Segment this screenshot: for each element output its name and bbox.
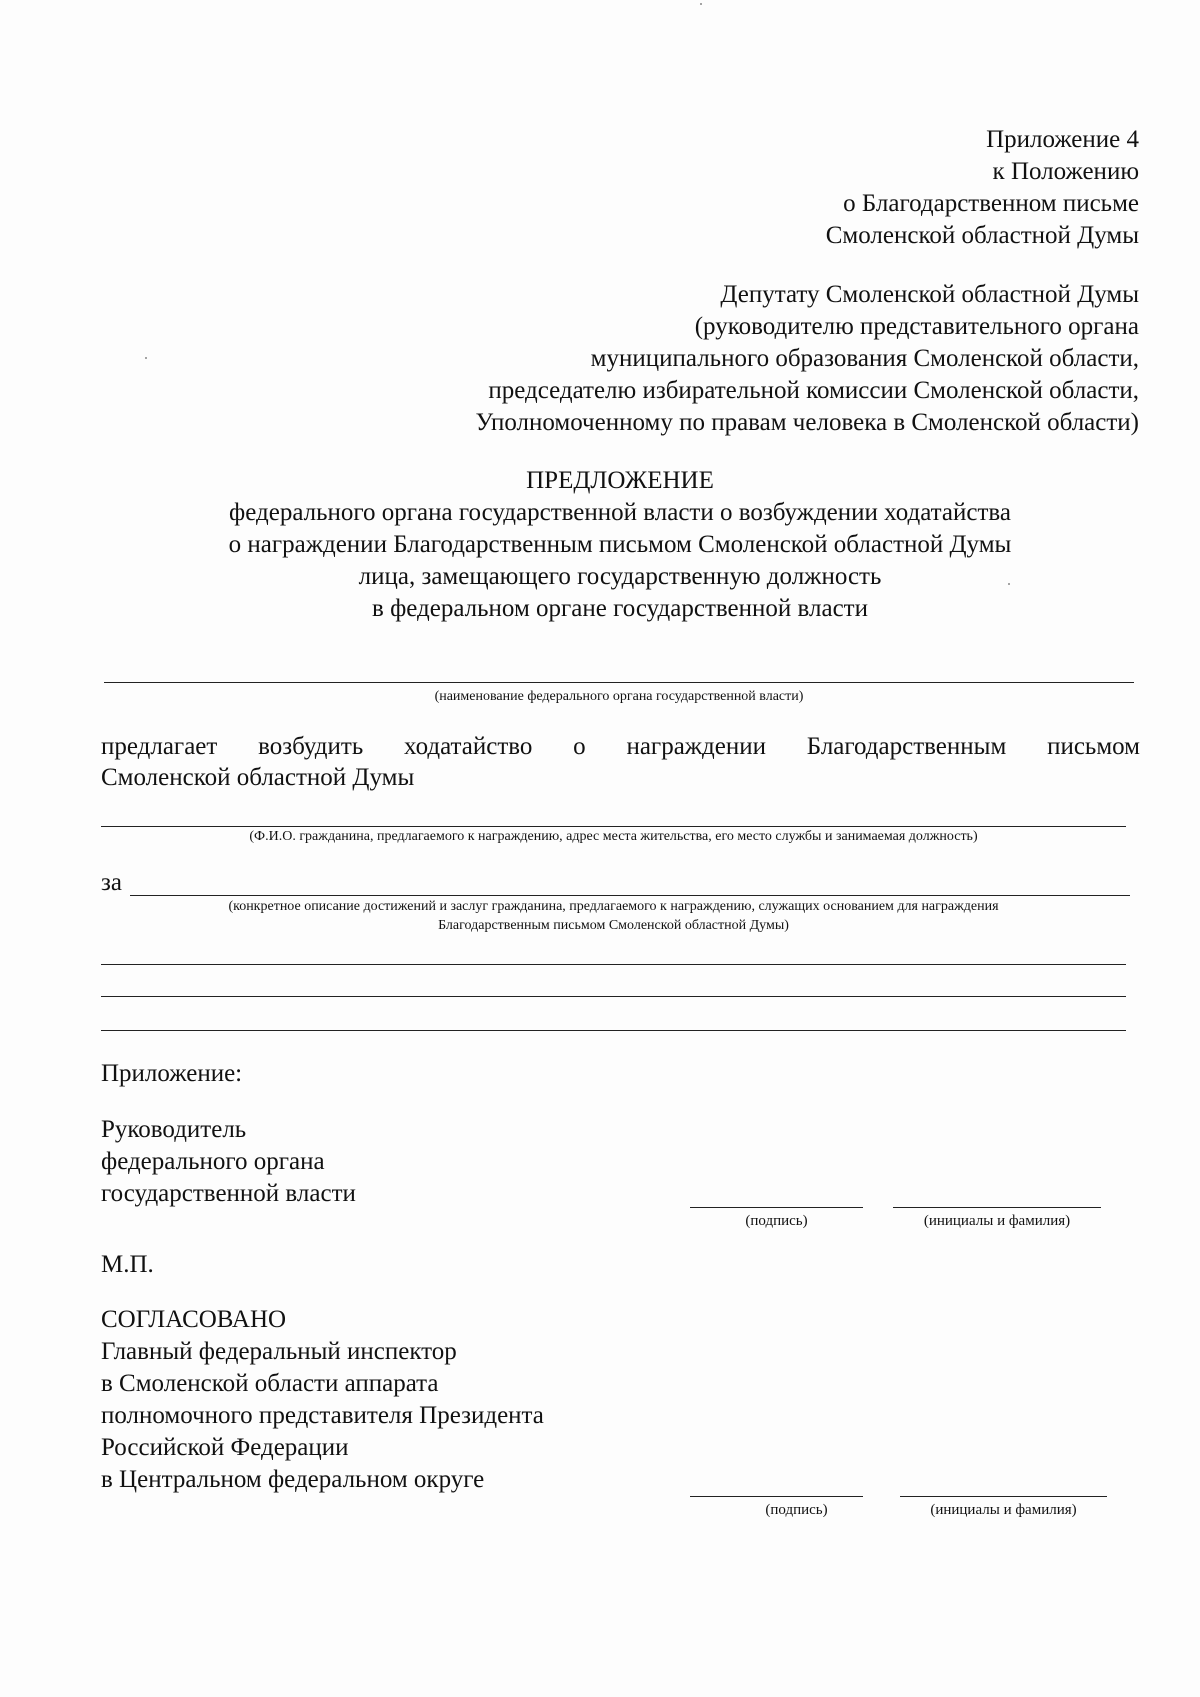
- addressee-line: (руководителю представительного органа: [694, 313, 1139, 340]
- merits-caption-line2: Благодарственным письмом Смоленской областной Думы): [438, 918, 789, 933]
- addressee-block: [475, 279, 1139, 439]
- title-line: о награждении Благодарственным письмом Смоленской областной Думы: [228, 531, 1012, 558]
- za-label: за: [101, 869, 122, 896]
- addressee-line: председателю избирательной комиссии Смоленской области,: [488, 377, 1139, 404]
- appendix-header-line: Смоленской областной Думы: [825, 222, 1139, 249]
- proposal-paragraph: [101, 731, 1140, 793]
- approval-line: Российской Федерации: [101, 1434, 349, 1461]
- approval-line: Главный федеральный инспектор: [101, 1338, 457, 1365]
- head-signature-line[interactable]: [690, 1207, 863, 1208]
- addressee-line: муниципального образования Смоленской области,: [590, 345, 1139, 372]
- organ-name-caption: (наименование федерального органа государственной власти): [434, 689, 804, 704]
- person-info-line[interactable]: [101, 826, 1126, 827]
- document-title: [110, 465, 1130, 625]
- person-info-caption: (Ф.И.О. гражданина, предлагаемого к награждению, адрес места жительства, его место службы и занимаемая должность): [249, 829, 978, 844]
- title-line: лица, замещающего государственную должность: [358, 563, 882, 590]
- head-title-line: государственной власти: [101, 1180, 356, 1207]
- title-line: в федеральном органе государственной власти: [372, 595, 868, 622]
- organ-name-line[interactable]: [104, 682, 1134, 683]
- title-line: федерального органа государственной власти о возбуждении ходатайства: [229, 499, 1011, 526]
- proposal-line: Смоленской областной Думы: [101, 764, 415, 791]
- appendix-header: [826, 124, 1139, 252]
- merits-line[interactable]: [130, 895, 1130, 896]
- approval-name-caption: (инициалы и фамилия): [930, 1502, 1077, 1518]
- merits-extra-line[interactable]: [101, 964, 1126, 965]
- title-heading: ПРЕДЛОЖЕНИЕ: [526, 467, 714, 494]
- approval-signature-line[interactable]: [690, 1496, 863, 1497]
- approval-line: в Смоленской области аппарата: [101, 1370, 439, 1397]
- appendix-header-line: о Благодарственном письме: [843, 190, 1139, 217]
- approval-name-line[interactable]: [900, 1496, 1107, 1497]
- appendix-header-line: Приложение 4: [986, 126, 1139, 153]
- scan-speck: [700, 3, 702, 5]
- addressee-line: Уполномоченному по правам человека в Смоленской области): [475, 409, 1139, 436]
- head-signature-title: [101, 1114, 356, 1210]
- scan-speck: [145, 357, 147, 359]
- approval-heading: СОГЛАСОВАНО: [101, 1306, 287, 1333]
- head-title-line: федерального органа: [101, 1148, 325, 1175]
- approval-line: в Центральном федеральном округе: [101, 1466, 485, 1493]
- appendix-header-line: к Положению: [992, 158, 1139, 185]
- addressee-line: Депутату Смоленской областной Думы: [720, 281, 1139, 308]
- merits-extra-line[interactable]: [101, 996, 1126, 997]
- head-title-line: Руководитель: [101, 1116, 247, 1143]
- scan-speck: [1008, 583, 1010, 585]
- merits-extra-line[interactable]: [101, 1030, 1126, 1031]
- head-name-caption: (инициалы и фамилия): [923, 1213, 1071, 1229]
- merits-caption-line1: (конкретное описание достижений и заслуг гражданина, предлагаемого к награждению, служащих основанием для награждения: [228, 899, 999, 914]
- head-name-line[interactable]: [893, 1207, 1101, 1208]
- stamp-label: М.П.: [101, 1251, 154, 1278]
- approval-block: [101, 1304, 544, 1496]
- approval-line: полномочного представителя Президента: [101, 1402, 544, 1429]
- attachment-label: Приложение:: [101, 1060, 243, 1087]
- proposal-line: предлагает возбудить ходатайство о награждении Благодарственным письмом: [101, 733, 1140, 760]
- head-signature-caption: (подпись): [745, 1213, 808, 1229]
- approval-signature-caption: (подпись): [765, 1502, 828, 1518]
